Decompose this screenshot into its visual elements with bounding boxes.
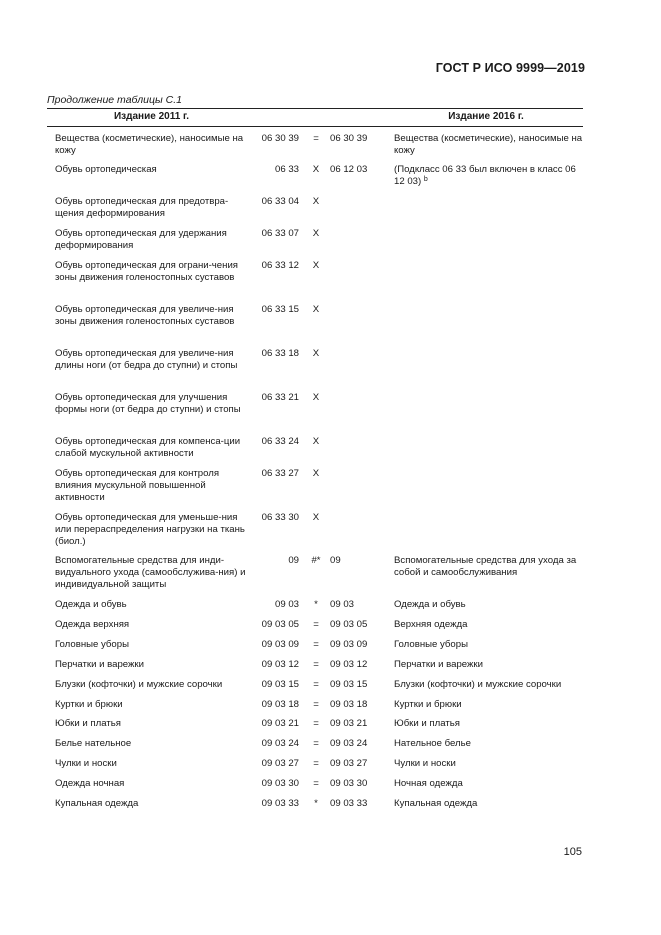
code-2016-cell: 09 03 bbox=[330, 599, 355, 610]
code-2011-cell: 09 03 33 bbox=[261, 798, 299, 809]
code-2011-cell: 06 33 12 bbox=[261, 260, 299, 271]
name-2011-cell: Купальная одежда bbox=[55, 798, 139, 809]
relation-cell: X bbox=[312, 436, 320, 447]
relation-cell: * bbox=[314, 599, 318, 610]
name-2016-cell: Блузки (кофточки) и мужские сорочки bbox=[394, 679, 562, 690]
name-2011-cell: Одежда верхняя bbox=[55, 619, 130, 630]
code-2016-cell: 06 12 03 bbox=[330, 164, 368, 175]
name-2016-cell: Юбки и платья bbox=[394, 718, 460, 729]
code-2016-cell: 09 03 33 bbox=[330, 798, 368, 809]
name-2011-cell: Перчатки и варежки bbox=[55, 659, 144, 670]
relation-cell: X bbox=[312, 164, 320, 175]
code-2011-cell: 06 33 21 bbox=[261, 392, 299, 403]
code-2016-cell: 09 03 21 bbox=[330, 718, 368, 729]
footnote-marker: b bbox=[423, 176, 428, 183]
relation-cell: X bbox=[312, 392, 320, 403]
name-2011-cell: Одежда и обувь bbox=[55, 599, 127, 610]
name-2016-cell: Головные уборы bbox=[394, 639, 468, 650]
code-2016-cell: 09 03 24 bbox=[330, 738, 368, 749]
name-2011-cell: Юбки и платья bbox=[55, 718, 121, 729]
code-2011-cell: 09 03 18 bbox=[261, 699, 299, 710]
code-2011-cell: 06 33 04 bbox=[261, 196, 299, 207]
code-2011-cell: 09 03 21 bbox=[261, 718, 299, 729]
name-2016-cell: Вещества (косметические), наносимые на кожу bbox=[394, 133, 583, 156]
relation-cell: = bbox=[313, 133, 319, 144]
relation-cell: = bbox=[313, 619, 319, 630]
name-2011-cell: Обувь ортопедическая для компенса-ции слабой мускульной активности bbox=[55, 436, 241, 459]
relation-cell: = bbox=[313, 758, 319, 769]
code-2016-cell: 09 03 12 bbox=[330, 659, 368, 670]
name-2016-cell: (Подкласс 06 33 был включен в класс 06 12 03) $^b$ bbox=[394, 164, 576, 187]
name-2011-cell: Куртки и брюки bbox=[55, 699, 123, 710]
name-2016-cell: Перчатки и варежки bbox=[394, 659, 483, 670]
name-2016-cell: Верхняя одежда bbox=[394, 619, 468, 630]
relation-cell: X bbox=[312, 304, 320, 315]
page-number: 105 bbox=[563, 846, 582, 858]
relation-cell: = bbox=[313, 778, 319, 789]
relation-cell: = bbox=[313, 718, 319, 729]
code-2011-cell: 09 03 12 bbox=[261, 659, 299, 670]
code-2011-cell: 09 03 30 bbox=[261, 778, 299, 789]
relation-cell: = bbox=[313, 679, 319, 690]
table-header-rule bbox=[47, 126, 583, 127]
name-2011-cell: Обувь ортопедическая для уменьше-ния или перераспределения нагрузки на ткань (биол.) bbox=[55, 512, 245, 547]
code-2016-cell: 09 03 30 bbox=[330, 778, 368, 789]
column-header-2011: Издание 2011 г. bbox=[113, 111, 189, 122]
table-top-rule bbox=[47, 108, 583, 109]
relation-cell: * bbox=[314, 798, 318, 809]
code-2016-cell: 09 03 15 bbox=[330, 679, 368, 690]
code-2011-cell: 06 30 39 bbox=[261, 133, 299, 144]
name-2011-cell: Обувь ортопедическая для ограни-чения зоны движения голеностопных суставов bbox=[55, 260, 238, 283]
relation-cell: = bbox=[313, 738, 319, 749]
name-2011-cell: Головные уборы bbox=[55, 639, 129, 650]
code-2016-cell: 09 03 27 bbox=[330, 758, 368, 769]
code-2011-cell: 06 33 07 bbox=[261, 228, 299, 239]
document-header: ГОСТ Р ИСО 9999—2019 bbox=[435, 61, 585, 75]
name-2011-cell: Вспомогательные средства для инди-видуального ухода (самообслужива-ния) и индивидуальной защиты bbox=[55, 555, 246, 590]
code-2011-cell: 09 bbox=[288, 555, 299, 566]
name-2016-cell: Куртки и брюки bbox=[394, 699, 462, 710]
code-2016-cell: 09 03 09 bbox=[330, 639, 368, 650]
relation-cell: = bbox=[313, 659, 319, 670]
table-caption: Продолжение таблицы С.1 bbox=[47, 94, 182, 106]
code-2011-cell: 09 03 05 bbox=[261, 619, 299, 630]
relation-cell: X bbox=[312, 468, 320, 479]
name-2016-cell: Одежда и обувь bbox=[394, 599, 466, 610]
name-2016-cell: Ночная одежда bbox=[394, 778, 463, 789]
name-2011-cell: Одежда ночная bbox=[55, 778, 125, 789]
name-2011-cell: Обувь ортопедическая для контроля влияния мускульной повышенной активности bbox=[55, 468, 220, 503]
code-2011-cell: 06 33 30 bbox=[261, 512, 299, 523]
code-2016-cell: 09 03 18 bbox=[330, 699, 368, 710]
relation-cell: X bbox=[312, 196, 320, 207]
name-2016-cell: Нательное белье bbox=[394, 738, 471, 749]
name-2011-cell: Белье нательное bbox=[55, 738, 132, 749]
name-2011-cell: Вещества (косметические), наносимые на кожу bbox=[55, 133, 244, 156]
name-2016-cell: Вспомогательные средства для ухода за собой и самообслуживания bbox=[394, 555, 577, 578]
relation-cell: = bbox=[313, 699, 319, 710]
name-2011-cell: Обувь ортопедическая для удержания деформирования bbox=[55, 228, 227, 251]
code-2016-cell: 06 30 39 bbox=[330, 133, 368, 144]
name-2011-cell: Обувь ортопедическая для увеличе-ния длины ноги (от бедра до ступни) и стопы bbox=[55, 348, 238, 371]
relation-cell: X bbox=[312, 260, 320, 271]
code-2011-cell: 06 33 27 bbox=[261, 468, 299, 479]
relation-cell: #* bbox=[311, 555, 321, 566]
name-2011-cell: Блузки (кофточки) и мужские сорочки bbox=[55, 679, 223, 690]
code-2011-cell: 09 03 27 bbox=[261, 758, 299, 769]
code-2011-cell: 06 33 24 bbox=[261, 436, 299, 447]
name-2016-cell: Чулки и носки bbox=[394, 758, 456, 769]
code-2011-cell: 09 03 15 bbox=[261, 679, 299, 690]
code-2011-cell: 06 33 15 bbox=[261, 304, 299, 315]
name-2011-cell: Обувь ортопедическая для улучшения формы ноги (от бедра до ступни) и стопы bbox=[55, 392, 241, 415]
code-2011-cell: 06 33 bbox=[274, 164, 299, 175]
column-header-2016: Издание 2016 г. bbox=[448, 111, 524, 122]
name-2011-cell: Обувь ортопедическая для предотвра-щения деформирования bbox=[55, 196, 229, 219]
relation-cell: X bbox=[312, 348, 320, 359]
code-2011-cell: 09 03 09 bbox=[261, 639, 299, 650]
code-2016-cell: 09 bbox=[330, 555, 341, 566]
name-2016-cell: Купальная одежда bbox=[394, 798, 478, 809]
code-2011-cell: 09 03 24 bbox=[261, 738, 299, 749]
relation-cell: = bbox=[313, 639, 319, 650]
code-2011-cell: 06 33 18 bbox=[261, 348, 299, 359]
relation-cell: X bbox=[312, 512, 320, 523]
relation-cell: X bbox=[312, 228, 320, 239]
name-2011-cell: Обувь ортопедическая bbox=[55, 164, 157, 175]
code-2016-cell: 09 03 05 bbox=[330, 619, 368, 630]
name-2011-cell: Обувь ортопедическая для увеличе-ния зоны движения голеностопных суставов bbox=[55, 304, 235, 327]
code-2011-cell: 09 03 bbox=[274, 599, 299, 610]
name-2011-cell: Чулки и носки bbox=[55, 758, 117, 769]
